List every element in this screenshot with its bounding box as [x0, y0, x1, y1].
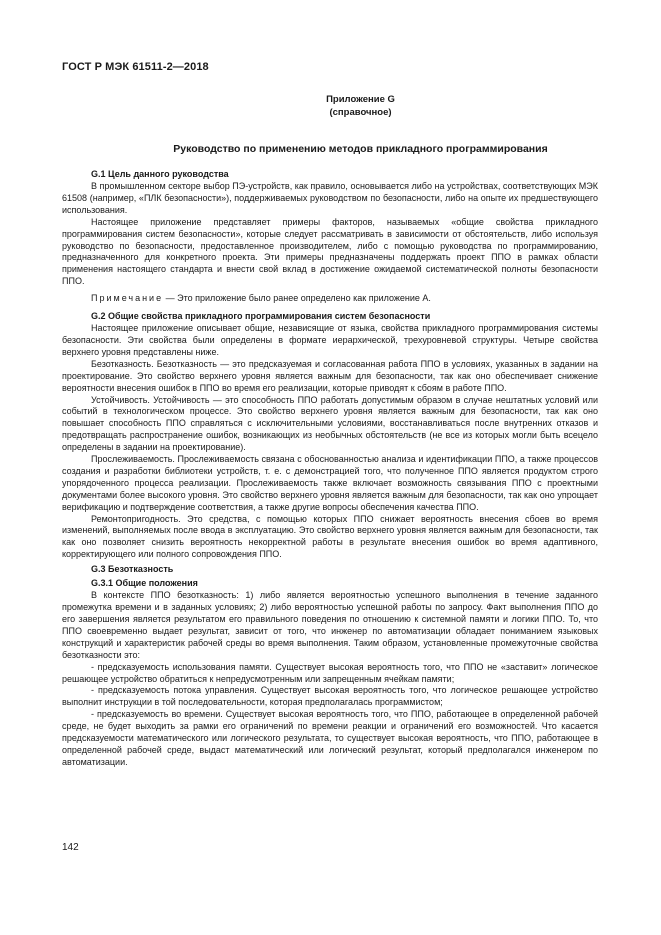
note-label: Примечание [91, 293, 164, 304]
note [62, 293, 598, 305]
main-title: Руководство по применению методов прикладного программирования [173, 143, 548, 155]
annex-subtitle: (справочное) [329, 107, 392, 118]
paragraph: Устойчивость. Устойчивость — это способность ППО работать допустимым образом в случае нештатных условий или событий в технологическом процессе. Это свойство верхнего уровня является важным для безопасности, так как оно повышает способность ППО справляться с исключительными условиями, восстанавливаться после внутренних отказов и предотвращать распространение ошибок, возникающих из необычных обстоятельств (не все из которых могли быть всецело определены в задании на проектирование). [62, 394, 598, 453]
paragraph: В контексте ППО безотказность: 1) либо является вероятностью успешного выполнения в течение заданного промежутка времени и в заданных условиях; 2) либо вероятностью успешной работы по запросу. Факт выполнения ППО до его завершения является результатом его правильного поведения по отношению к системной памяти и логики ППО. То, что ППО своевременно выдает результат, зависит от того, что инженер по автоматизации обладает пониманием языковых конструкций и характеристик рабочей среды во время выполнения. Таким образом, установленные промежуточные свойства безотказности это: [62, 590, 598, 660]
paragraph: Ремонтопригодность. Это средства, с помощью которых ППО снижает вероятность внесения сбоев во время изменений, выполняемых после ввода в эксплуатацию. Это свойство верхнего уровня является важным для безопасности, так как оно позволяет снизить вероятность некорректной работы в результате внесения ошибок во время адаптивного, корректирующего или полного сопровождения ППО. [62, 513, 598, 560]
paragraph: Настоящее приложение представляет примеры факторов, называемых «общие свойства прикладного программирования систем безопасности», которые следует рассматривать в зависимости от обстоятельств, либо используя руководство по безопасности, предоставленное производителем, либо с помощью руководства по программированию, предназначенного для конкретного проекта. Эти примеры предназначены поддержать проект ППО в рамках области применения настоящего стандарта и внести свой вклад в достижение ожидаемой систематической полноты безопасности ППО. [62, 216, 598, 287]
document-body [62, 166, 598, 769]
section-heading-g1: G.1 Цель данного руководства [91, 169, 229, 179]
paragraph: Прослеживаемость. Прослеживаемость связана с обоснованностью анализа и идентификации ППО, а также процессов создания и разработки библиотеки устройств, т. е. с демонстрацией того, что полученное ППО является продуктом строго упорядоченного процесса реализации. Прослеживаемость также включает возможность связывания ППО с проектными документами более высокого уровня. Это свойство верхнего уровня является важным для безопасности, так как оно упрощает верификацию и подтверждение соответствия, а также другие вопросы обеспечения качества ППО. [62, 454, 598, 512]
section-heading-g2: G.2 Общие свойства прикладного программирования систем безопасности [91, 311, 431, 322]
list-item: - предсказуемость потока управления. Существует высокая вероятность того, что логическое решающее устройство выполнит инструкции в той последовательности, которая предполагалась программистом; [62, 685, 598, 708]
paragraph: В промышленном секторе выбор ПЭ-устройств, как правило, основывается либо на устройствах, соответствующих МЭК 61508 (например, «ПЛК безопасности»), поддерживаемых руководством по безопасности, либо на опыте их предшествующего использования. [62, 181, 598, 215]
list-item: - предсказуемость во времени. Существует высокая вероятность того, что ППО, работающее в определенной рабочей среде, не будет выходить за рамки его ограничений по времени реакции и ограничений его возможностей. Что касается предсказуемости математического или логического результата, то существует высокая вероятность, что ППО, работающее в определенной рабочей среде, выдаст математический или логический результат, который предполагался инженером по автоматизации. [62, 709, 598, 767]
note-text: — Это приложение было ранее определено как приложение А. [163, 293, 431, 304]
paragraph: Настоящее приложение описывает общие, независящие от языка, свойства прикладного программирования системы безопасности. Эти свойства были определены в формате иерархической, трехуровневой структуры. Четыре свойства верхнего уровня представлены ниже. [62, 323, 598, 357]
subsection-heading-g3-1: G.3.1 Общие положения [91, 578, 198, 589]
section-heading-g3: G.3 Безотказность [91, 564, 174, 575]
paragraph: Безотказность. Безотказность — это предсказуемая и согласованная работа ППО в условиях, указанных в задании на проектирование. Это свойство верхнего уровня является важным для безопасности, так как оно обеспечивает снижение вероятности внесения ошибок в ППО во время его реализации, которые приводят к сбоям в работе ППО. [62, 358, 598, 393]
page-number: 142 [62, 842, 79, 853]
list-item: - предсказуемость использования памяти. Существует высокая вероятность того, что ППО не «заставит» логическое решающее устройство обратиться к непредусмотренным или запрещенным ячейкам памяти; [62, 661, 598, 684]
document-header: ГОСТ Р МЭК 61511-2—2018 [62, 61, 209, 73]
annex-title: Приложение G [326, 94, 395, 105]
annex-block [62, 93, 659, 119]
